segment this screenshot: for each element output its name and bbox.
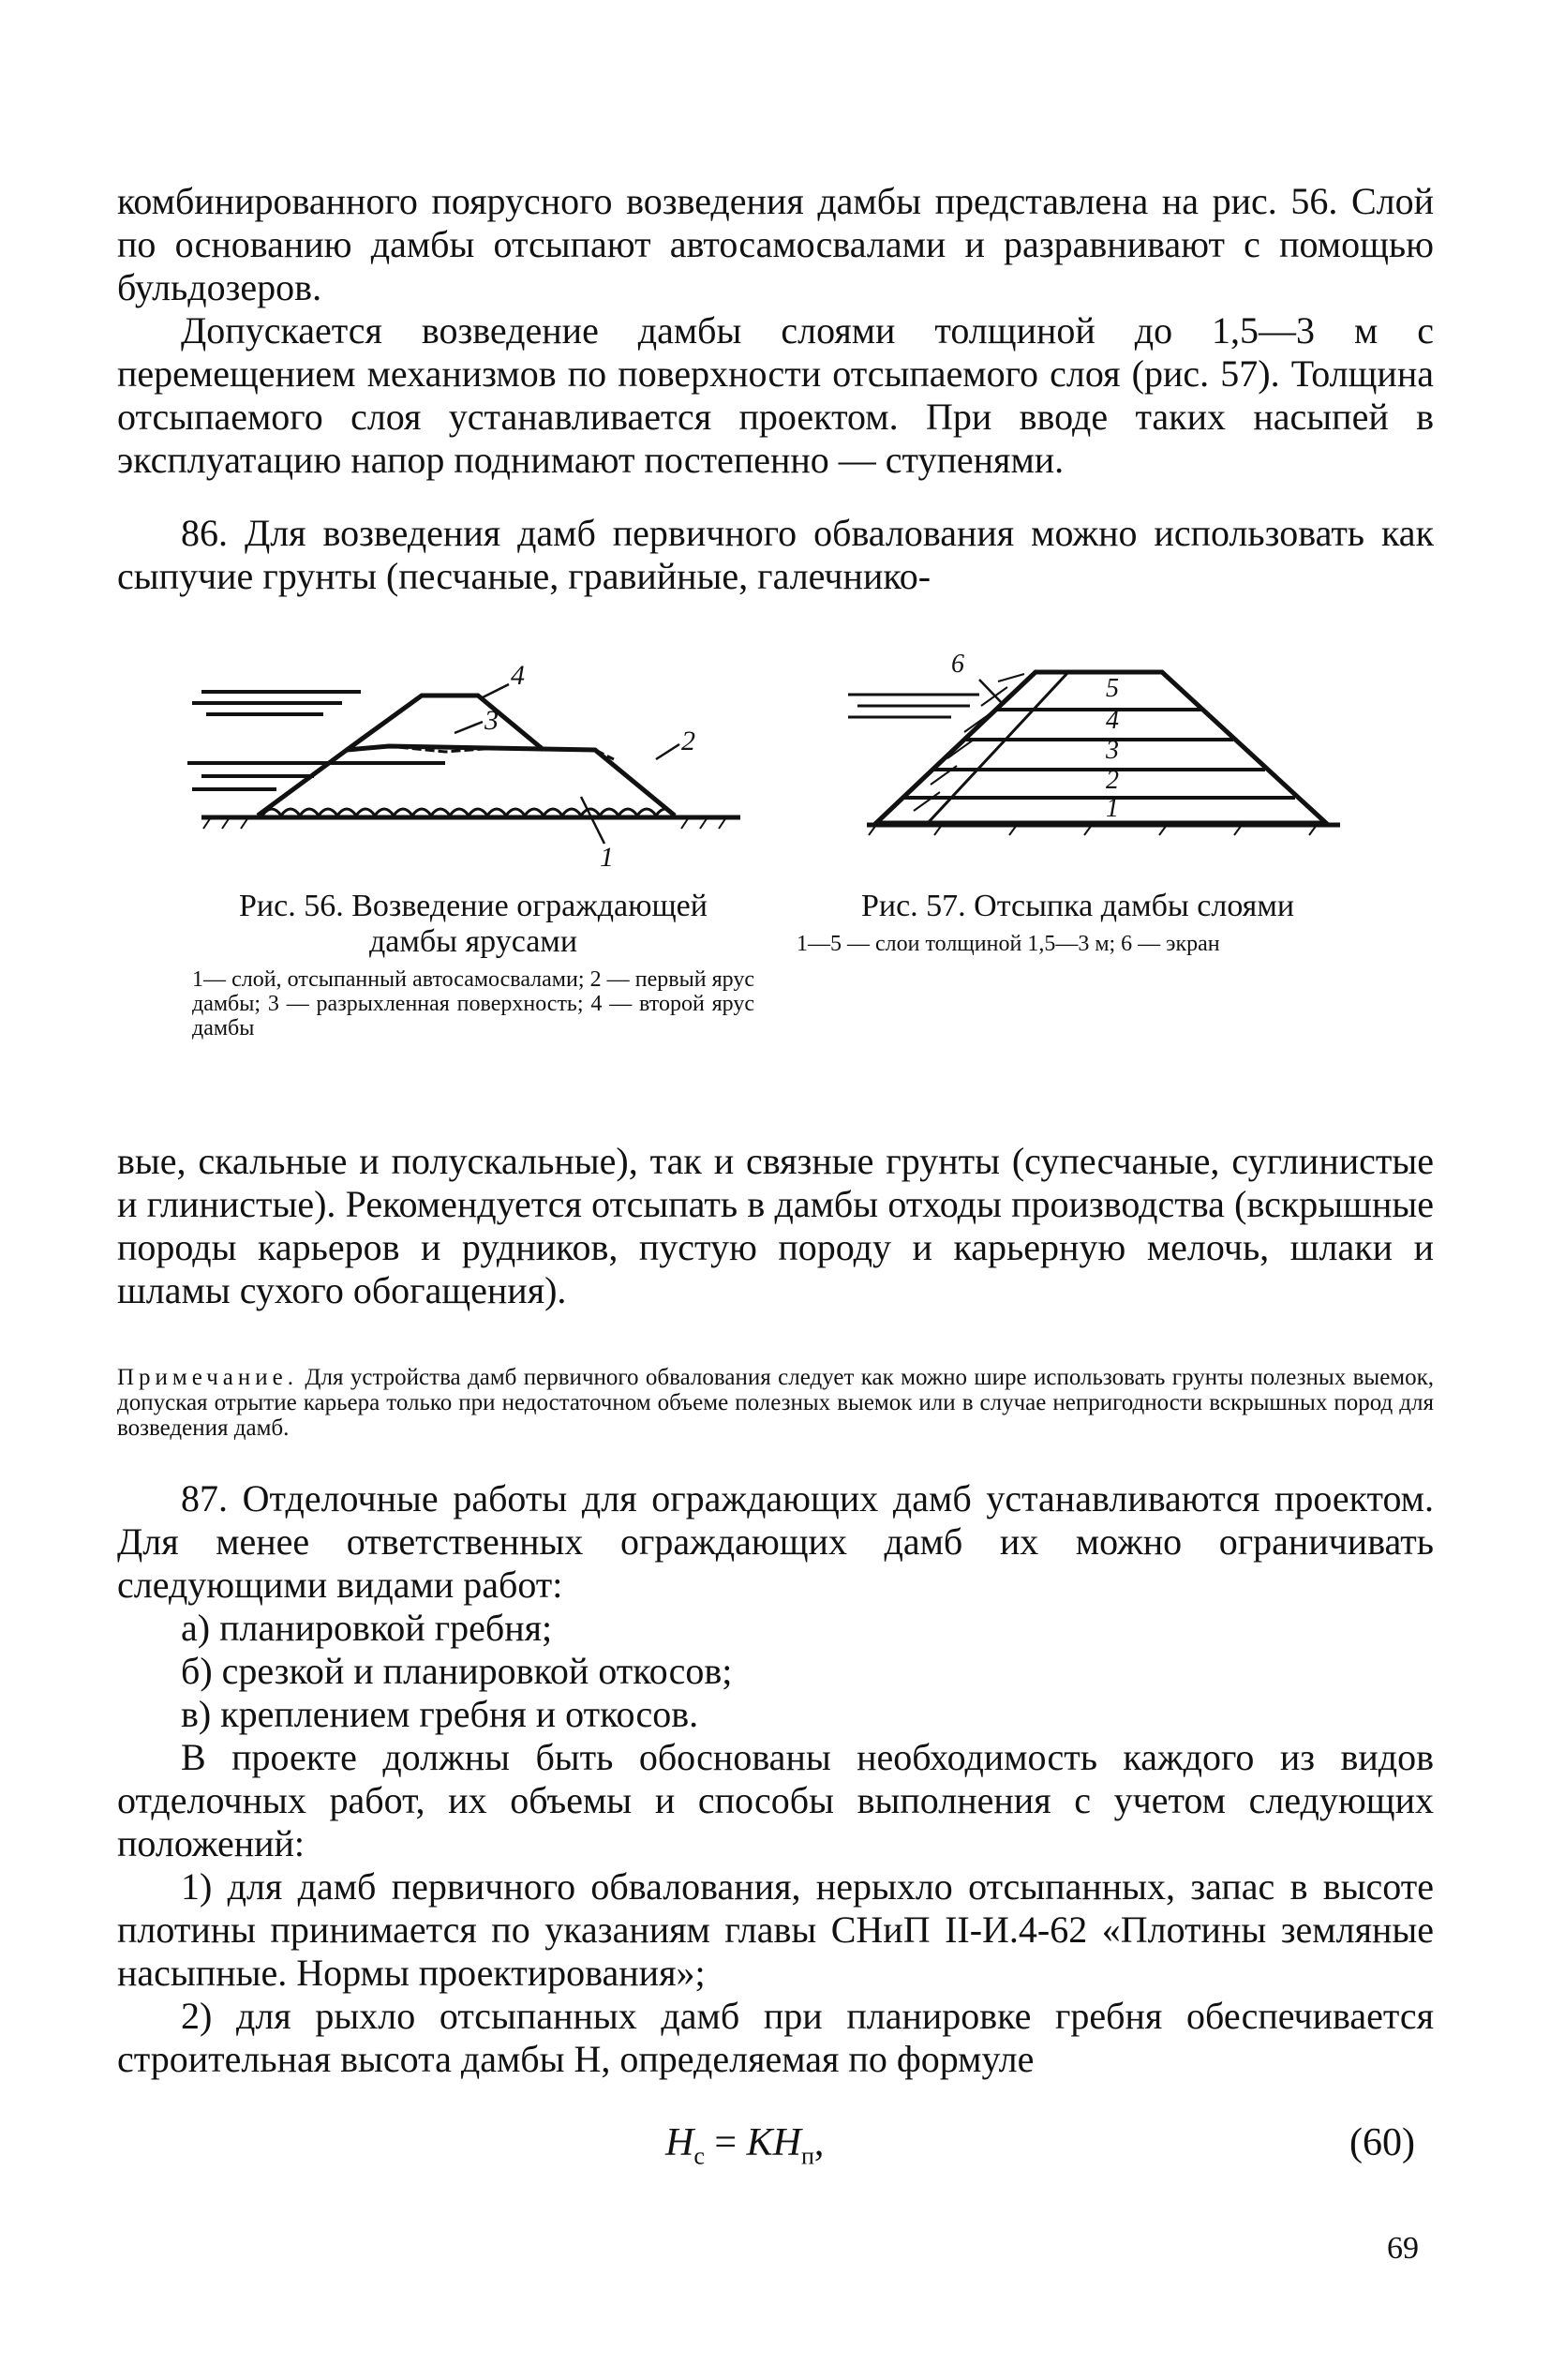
- figure-56-caption: [192, 889, 754, 1040]
- eq-sub-c: с: [693, 2142, 705, 2170]
- fig56-label-2: 2: [681, 726, 695, 756]
- fig57-label-1: 1: [1106, 794, 1119, 823]
- figure-56-diagram: [173, 666, 773, 872]
- dam-tier-1: [258, 746, 675, 816]
- paragraph-1: комбинированного поярусного возведения дамбы представлена на рис. 56. Слой по основанию дамбы отсыпают автосамосвалами и разравнивают с помощью бульдозеров.: [117, 180, 1434, 308]
- figure-56-title: Рис. 56. Возведение ограждающей дамбы ярусами: [239, 889, 708, 959]
- paragraph-8: 2) для рыхло отсыпанных дамб при планировке гребня обеспечивается строительная высота дамбы Н, определяемая по формуле: [117, 1995, 1434, 2080]
- list-item-b: б) срезкой и планировкой откосов;: [181, 1650, 733, 1692]
- list-item-c: в) креплением гребня и откосов.: [181, 1693, 699, 1735]
- paragraph-2: Допускается возведение дамбы слоями толщиной до 1,5—3 м с перемещением механизмов по поверхности отсыпаемого слоя (рис. 57). Толщина отсыпаемого слоя устанавливается проектом. При вводе таких насыпей в эксплуатацию напор поднимают постепенно — ступенями.: [117, 309, 1434, 481]
- figure-56-legend: 1— слой, отсыпанный автосамосвалами; 2 — первый ярус дамбы; 3 — разрыхленная поверхность; 4 — второй ярус дамбы: [192, 967, 754, 1040]
- leader-line-6: [979, 680, 1003, 704]
- fig57-label-4: 4: [1106, 706, 1119, 735]
- note-text: Для устройства дамб первичного обвалования следует как можно шире использовать грунты полезных выемок, допуская отрытие карьера только при недостаточном объеме полезных выемок или в случае непригодности вскрышных пород для возведения дамб.: [117, 1365, 1435, 1441]
- note-label: Примечание.: [117, 1365, 299, 1390]
- eq-equals: =: [704, 2121, 747, 2164]
- fig56-label-4: 4: [511, 666, 525, 691]
- page-number: 69: [1387, 2231, 1419, 2266]
- figure-57-diagram: [829, 651, 1373, 858]
- placed-layer: [262, 809, 675, 816]
- list-item-a: а) планировкой гребня;: [181, 1607, 553, 1649]
- paragraph-5: 87. Отделочные работы для ограждающих дамб устанавливаются проектом. Для менее ответственных ограждающих дамб их можно ограничивать следующими видами работ:: [117, 1477, 1434, 1606]
- dam-tier-2: [347, 696, 544, 750]
- layer-boundaries: [902, 710, 1295, 798]
- water-lines: [848, 695, 979, 717]
- eq-comma: ,: [813, 2121, 825, 2164]
- paragraph-4: вые, скальные и полускальные), так и связные грунты (супесчаные, суглинистые и глинистые). Рекомендуется отсыпать в дамбы отходы производства (вскрышные породы карьеров и рудников, пустую породу и карьерную мелочь, шлаки и шламы сухого обогащения).: [117, 1140, 1434, 1311]
- paragraph-3: 86. Для возведения дамб первичного обвалования можно использовать как сыпучие грунты (песчаные, гравийные, галечнико-: [117, 512, 1434, 597]
- eq-H: H: [665, 2121, 694, 2164]
- figure-57-caption: [797, 889, 1359, 956]
- note: [117, 1365, 1434, 1441]
- eq-KH: KH: [746, 2121, 801, 2164]
- paragraph-6: В проекте должны быть обоснованы необходимость каждого из видов отделочных работ, их объемы и способы выполнения с учетом следующих положений:: [117, 1736, 1434, 1864]
- equation-60: [665, 2120, 824, 2170]
- fig57-label-5: 5: [1106, 674, 1119, 703]
- fig56-label-1: 1: [600, 842, 614, 872]
- fig57-label-3: 3: [1106, 736, 1119, 765]
- eq-sub-p: п: [800, 2142, 814, 2170]
- equation-number: (60): [1349, 2121, 1415, 2164]
- fig57-label-2: 2: [1106, 766, 1119, 795]
- paragraph-7: 1) для дамб первичного обвалования, нерыхло отсыпанных, запас в высоте плотины принимается по указаниям главы СНиП II-И.4-62 «Плотины земляные насыпные. Нормы проектирования»;: [117, 1865, 1434, 1994]
- fig56-label-3: 3: [484, 705, 499, 736]
- figure-57-title: Рис. 57. Отсыпка дамбы слоями: [860, 889, 1295, 923]
- figure-57-legend: 1—5 — слои толщиной 1,5—3 м; 6 — экран: [797, 932, 1220, 956]
- fig57-label-6: 6: [951, 651, 964, 679]
